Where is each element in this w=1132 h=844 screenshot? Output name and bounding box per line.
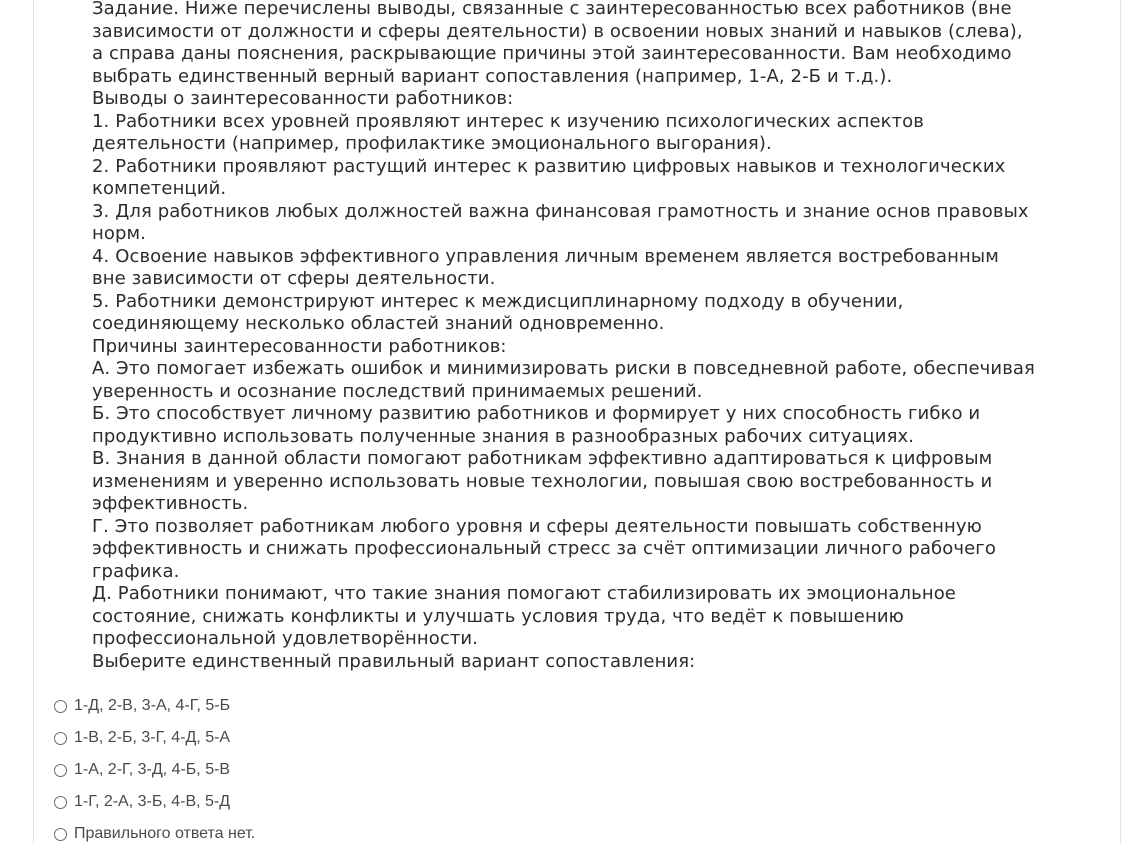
answer-option-3[interactable] xyxy=(54,754,255,786)
question-line: 2. Работники проявляют растущий интерес к развитию цифровых навыков и технологических xyxy=(92,155,1006,177)
question-line: норм. xyxy=(92,223,147,244)
question-line: вне зависимости от сферы деятельности. xyxy=(92,268,496,289)
question-line: 3. Для работников любых должностей важна финансовая грамотность и знание основ правовых xyxy=(92,200,1029,222)
radio-button[interactable] xyxy=(54,700,67,713)
question-line: В. Знания в данной области помогают работникам эффективно адаптироваться к цифровым xyxy=(92,448,993,469)
question-line: Выберите единственный правильный вариант сопоставления: xyxy=(92,650,696,672)
question-line: продуктивно использовать полученные знания в разнообразных рабочих ситуациях. xyxy=(92,425,915,447)
question-line: компетенций. xyxy=(92,178,227,199)
question-line: зависимости от должности и сферы деятельности) в освоении новых знаний и навыков (слева), xyxy=(92,20,1023,42)
answer-option-5[interactable] xyxy=(54,818,255,844)
radio-button[interactable] xyxy=(54,796,67,809)
question-line: выбрать единственный верный вариант сопоставления (например, 1-А, 2-Б и т.д.). xyxy=(92,65,893,87)
answer-option-4[interactable] xyxy=(54,786,255,818)
question-line: Выводы о заинтересованности работников: xyxy=(92,88,514,109)
question-line: А. Это помогает избежать ошибок и минимизировать риски в повседневной работе, обеспечивая xyxy=(92,358,1035,379)
question-line: деятельности (например, профилактике эмоционального выгорания). xyxy=(92,133,772,154)
question-line: эффективность и снижать профессиональный стресс за счёт оптимизации личного рабочего xyxy=(92,538,996,559)
answer-option-1[interactable] xyxy=(54,690,255,722)
answer-option-label[interactable]: 1-В, 2-Б, 3-Г, 4-Д, 5-А xyxy=(74,729,231,746)
answer-option-label[interactable]: 1-Д, 2-В, 3-А, 4-Г, 5-Б xyxy=(74,697,231,714)
question-line: 4. Освоение навыков эффективного управления личным временем является востребованным xyxy=(92,245,999,267)
question-line: уверенность и осознание последствий принимаемых решений. xyxy=(92,380,703,402)
radio-button[interactable] xyxy=(54,732,67,745)
answer-option-label[interactable]: 1-А, 2-Г, 3-Д, 4-Б, 5-В xyxy=(74,761,231,778)
question-line: соединяющему несколько областей знаний одновременно. xyxy=(92,313,665,334)
question-line: 5. Работники демонстрируют интерес к междисциплинарному подходу в обучении, xyxy=(92,290,904,312)
question-line: 1. Работники всех уровней проявляют интерес к изучению психологических аспектов xyxy=(92,110,924,132)
question-line: эффективность. xyxy=(92,493,249,514)
radio-button[interactable] xyxy=(54,764,67,777)
answer-options xyxy=(54,690,255,844)
question-line: Д. Работники понимают, что такие знания помогают стабилизировать их эмоциональное xyxy=(92,583,956,604)
question-line: Г. Это позволяет работникам любого уровня и сферы деятельности повышать собственную xyxy=(92,515,982,537)
answer-option-label[interactable]: 1-Г, 2-А, 3-Б, 4-В, 5-Д xyxy=(74,793,231,810)
question-line: профессиональной удовлетворённости. xyxy=(92,628,479,649)
question-line: состояние, снижать конфликты и улучшать условия труда, что ведёт к повышению xyxy=(92,605,904,627)
radio-button[interactable] xyxy=(54,828,67,841)
question-line: изменениям и уверенно использовать новые технологии, повышая свою востребованность и xyxy=(92,470,993,492)
answer-option-2[interactable] xyxy=(54,722,255,754)
answer-option-label[interactable]: Правильного ответа нет. xyxy=(74,825,256,842)
question-line: графика. xyxy=(92,560,180,582)
question-line: а справа даны пояснения, раскрывающие причины этой заинтересованности. Вам необходимо xyxy=(92,43,1012,64)
question-line: Причины заинтересованности работников: xyxy=(92,335,507,357)
question-line: Б. Это способствует личному развитию работников и формирует у них способность гибко и xyxy=(92,403,981,424)
question-text xyxy=(92,0,1112,673)
question-line: Задание. Ниже перечислены выводы, связанные с заинтересованностью всех работников (вне xyxy=(92,0,1012,19)
